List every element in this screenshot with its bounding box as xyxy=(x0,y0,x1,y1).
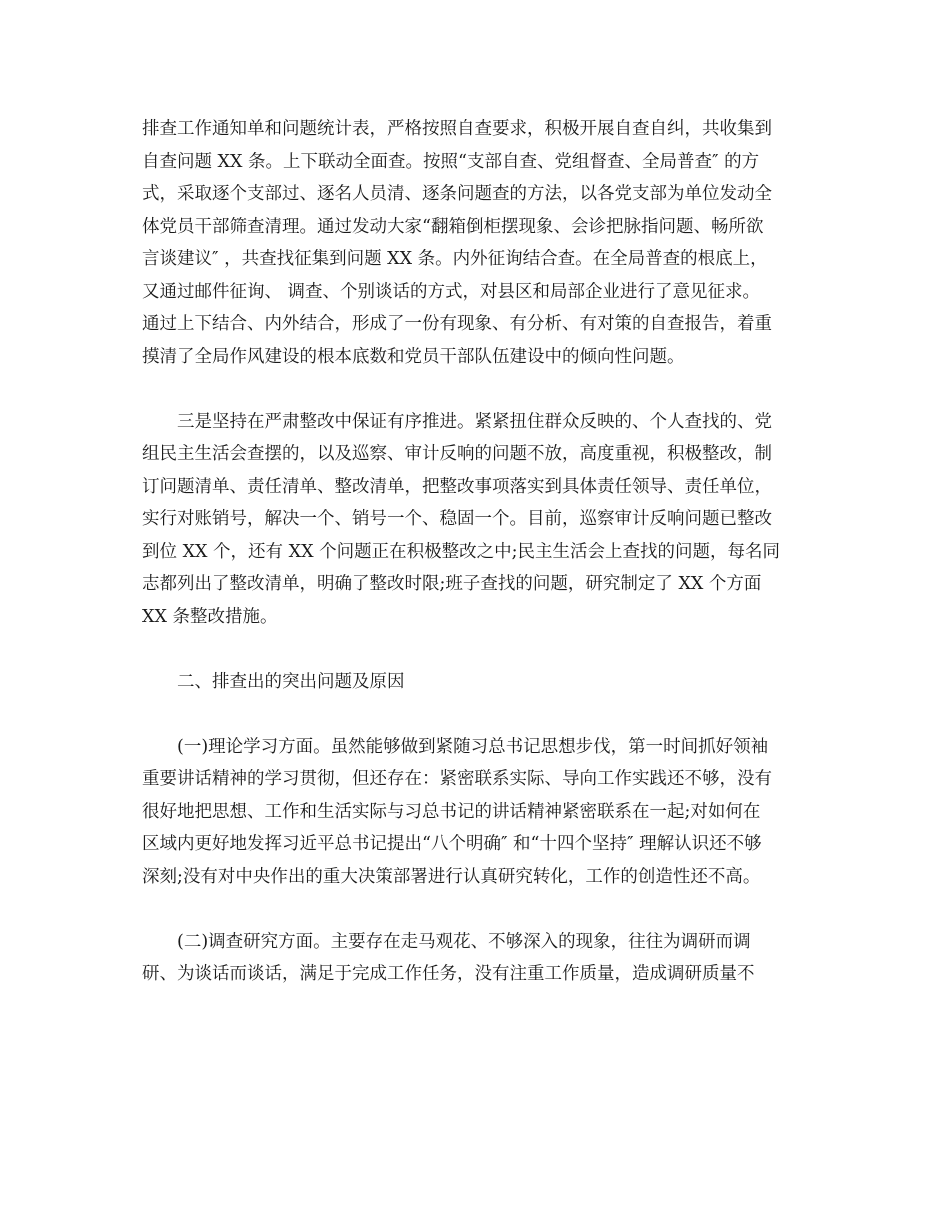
text-line: 志都列出了整改清单，明确了整改时限;班子查找的问题，研究制定了 XX 个方面 xyxy=(142,574,762,594)
paragraph-rectification xyxy=(142,406,832,634)
text-line: 到位 XX 个，还有 XX 个问题正在积极整改之中;民主生活会上查找的问题，每名同 xyxy=(142,541,780,562)
text-line: 组民主生活会查摆的，以及巡察、审计反响的问题不放，高度重视，积极整改，制 xyxy=(142,444,772,464)
section-heading-text: 二、排查出的突出问题及原因 xyxy=(177,671,405,692)
section-heading xyxy=(142,666,832,699)
text-line: XX 条整改措施。 xyxy=(142,606,278,627)
text-line: 很好地把思想、工作和生活实际与习总书记的讲话精神紧密联系在一起;对如何在 xyxy=(142,801,761,822)
text-line: 摸清了全局作风建设的根本底数和党员干部队伍建设中的倾向性问题。 xyxy=(142,346,685,367)
text-line: 重要讲话精神的学习贯彻，但还存在：紧密联系实际、导向工作实践还不够，没有 xyxy=(142,769,772,789)
paragraph-research xyxy=(142,926,832,991)
paragraph-continuation xyxy=(142,113,832,373)
text-line: 又通过邮件征询、 调查、个别谈话的方式，对县区和局部企业进行了意见征求。 xyxy=(142,281,761,302)
text-line: 言谈建议″ ，共查找征集到问题 XX 条。内外征询结合查。在全局普查的根底上， xyxy=(142,249,768,269)
paragraph-spacer xyxy=(142,893,832,926)
paragraph-spacer xyxy=(142,698,832,731)
text-line: 三是坚持在严肃整改中保证有序推进。紧紧扭住群众反映的、个人查找的、党 xyxy=(177,411,772,432)
text-line: 订问题清单、责任清单、整改清单，把整改事项落实到具体责任领导、责任单位， xyxy=(142,476,772,497)
text-line: 研、为谈话而谈话，满足于完成工作任务，没有注重工作质量，造成调研质量不 xyxy=(142,964,755,984)
text-line: 排查工作通知单和问题统计表，严格按照自查要求，积极开展自查自纠，共收集到 xyxy=(142,119,772,139)
text-line: 实行对账销号，解决一个、销号一个、稳固一个。目前，巡察审计反响问题已整改 xyxy=(142,509,772,529)
text-line: 区域内更好地发挥习近平总书记提出“八个明确″ 和“十四个坚持″ 理解认识还不够 xyxy=(142,834,762,854)
text-line: (一)理论学习方面。虽然能够做到紧随习总书记思想步伐，第一时间抓好领袖 xyxy=(177,736,769,757)
paragraph-spacer xyxy=(142,373,832,406)
text-line: 式，采取逐个支部过、逐名人员清、逐条问题查的方法，以各党支部为单位发动全 xyxy=(142,184,772,204)
text-line: 自查问题 XX 条。上下联动全面查。按照“支部自查、党组督查、全局普查″ 的方 xyxy=(142,151,760,172)
paragraph-theory-study xyxy=(142,731,832,894)
document-body xyxy=(142,113,832,991)
paragraph-spacer xyxy=(142,633,832,666)
text-line: 深刻;没有对中央作出的重大决策部署进行认真研究转化，工作的创造性还不高。 xyxy=(142,866,761,887)
text-line: 体党员干部筛查清理。通过发动大家“翻箱倒柜摆现象、会诊把脉指问题、畅所欲 xyxy=(142,216,764,237)
text-line: (二)调查研究方面。主要存在走马观花、不够深入的现象，往往为调研而调 xyxy=(177,931,751,952)
text-line: 通过上下结合、内外结合，形成了一份有现象、有分析、有对策的自查报告，着重 xyxy=(142,314,772,334)
